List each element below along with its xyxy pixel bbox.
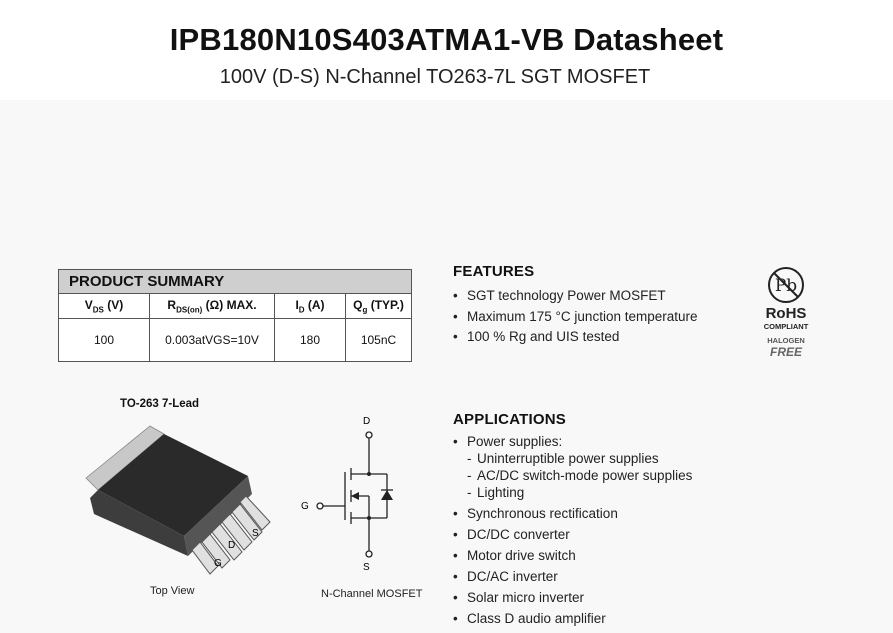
free-label: FREE [769,345,802,359]
schematic-caption: N-Channel MOSFET [321,588,423,600]
features-heading: FEATURES [453,263,535,280]
rohs-compliant: COMPLIANT [763,322,809,331]
schematic-g-label: G [301,501,309,512]
rohs-title: RoHS [765,305,807,322]
applications-heading: APPLICATIONS [453,411,566,428]
col-id: $I_D$ (A) [275,294,346,319]
application-subitem: - AC/DC switch-mode power supplies [453,467,692,484]
col-rds: $R_{DS(on)}$ (Ω) MAX. [150,294,275,319]
cell-id: 180 [275,319,346,362]
pb-free-icon [766,265,806,305]
pb-text: Pb [774,276,798,296]
table-row [59,319,412,362]
to263-package-drawing [80,418,280,578]
application-item: • Class D audio amplifier [453,610,692,627]
application-item: • Motor drive switch [453,547,692,564]
cell-vds: 100 [59,319,150,362]
application-item: • Solar micro inverter [453,589,692,606]
applications-list [453,433,692,627]
features-list [453,286,698,348]
rohs-badge [757,265,815,359]
feature-item: • 100 % Rg and UIS tested [453,327,698,348]
top-view-caption: Top View [150,585,195,597]
cell-qg: 105nC [346,319,412,362]
product-summary-table [58,269,412,362]
mosfet-schematic [295,410,415,575]
application-item: • Power supplies: [453,433,692,450]
pin-g-label: G [214,558,222,569]
application-item: • Synchronous rectification [453,505,692,522]
col-vds: $V_{DS}$ (V) [59,294,150,319]
halogen-label: HALOGEN [767,336,805,345]
page-subtitle: 100V (D-S) N-Channel TO263-7L SGT MOSFET [219,66,651,88]
cell-rds: 0.003atVGS=10V [150,319,275,362]
application-item: • DC/AC inverter [453,568,692,585]
feature-item: • SGT technology Power MOSFET [453,286,698,307]
col-qg: $Q_g$ (TYP.) [346,294,412,319]
schematic-d-label: D [363,416,371,427]
pin-d-label: D [228,540,236,551]
feature-item: • Maximum 175 °C junction temperature [453,307,698,328]
product-summary-title: PRODUCT SUMMARY [59,270,412,294]
header [0,0,893,100]
application-subitem: - Lighting [453,484,692,501]
page-title: IPB180N10S403ATMA1-VB Datasheet [169,22,724,57]
pin-s-label: S [252,528,259,539]
application-subitem: - Uninterruptible power supplies [453,450,692,467]
schematic-s-label: S [363,562,370,573]
application-item: • DC/DC converter [453,526,692,543]
package-title: TO-263 7-Lead [120,398,200,410]
